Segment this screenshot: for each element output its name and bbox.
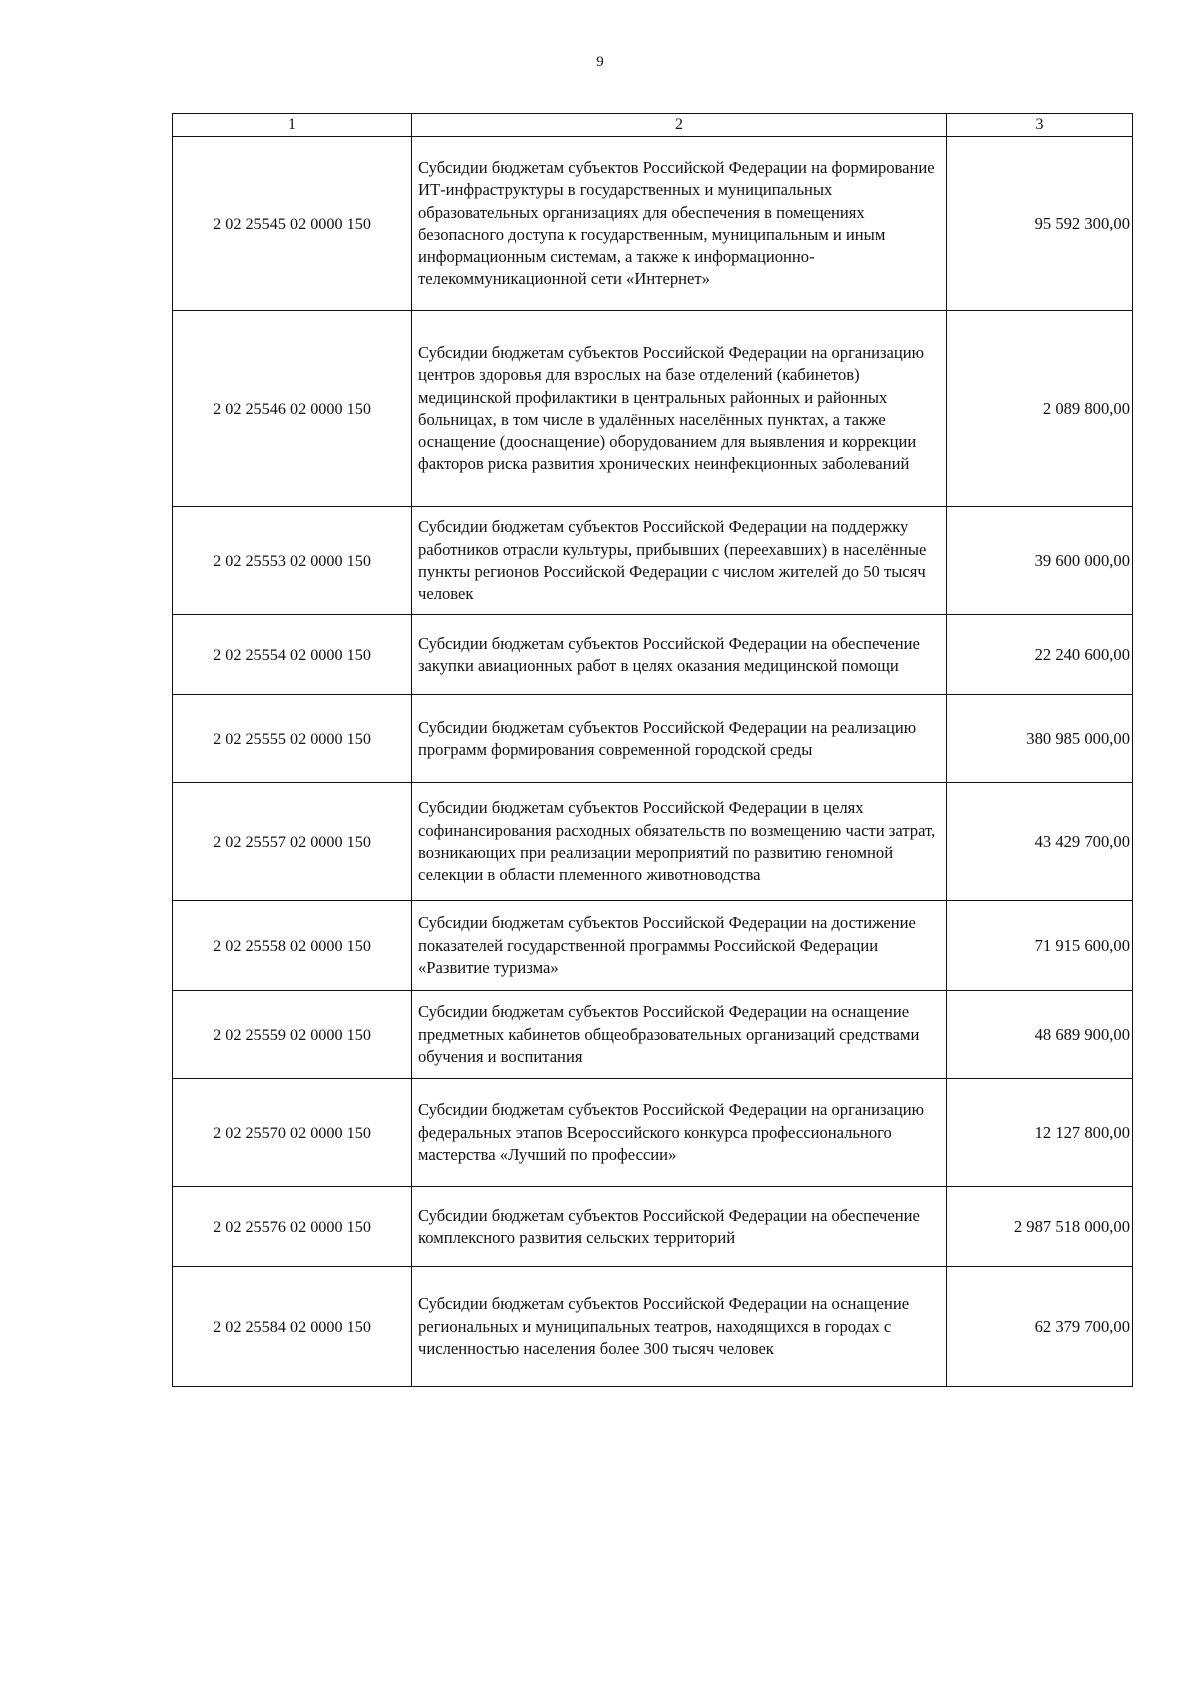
table-row bbox=[173, 615, 1133, 695]
income-amount: 71 915 600,00 bbox=[947, 901, 1133, 991]
table-row bbox=[173, 783, 1133, 901]
income-description: Субсидии бюджетам субъектов Российской Федерации в целях софинансирования расходных обязательств по возмещению части затрат, возникающих при реализации мероприятий по развитию геномной селекции в области племенного животноводства bbox=[412, 783, 947, 901]
income-amount: 62 379 700,00 bbox=[947, 1267, 1133, 1387]
income-description: Субсидии бюджетам субъектов Российской Федерации на оснащение региональных и муниципальных театров, находящихся в городах с численностью населения более 300 тысяч человек bbox=[412, 1267, 947, 1387]
income-description: Субсидии бюджетам субъектов Российской Федерации на достижение показателей государственной программы Российской Федерации «Развитие туризма» bbox=[412, 901, 947, 991]
column-header-3: 3 bbox=[947, 114, 1133, 137]
page-number: 9 bbox=[596, 54, 604, 70]
table-header-row bbox=[173, 114, 1133, 137]
income-code: 2 02 25553 02 0000 150 bbox=[173, 507, 412, 615]
income-code: 2 02 25554 02 0000 150 bbox=[173, 615, 412, 695]
table-row bbox=[173, 1187, 1133, 1267]
income-code: 2 02 25584 02 0000 150 bbox=[173, 1267, 412, 1387]
column-header-2: 2 bbox=[412, 114, 947, 137]
income-code: 2 02 25555 02 0000 150 bbox=[173, 695, 412, 783]
income-amount: 22 240 600,00 bbox=[947, 615, 1133, 695]
income-description: Субсидии бюджетам субъектов Российской Федерации на формирование ИТ-инфраструктуры в государственных и муниципальных образовательных организациях для обеспечения в помещениях безопасного доступа к государственным, муниципальным и иным информационным системам, а также к информационно-телекоммуникационной сети «Интернет» bbox=[412, 137, 947, 311]
table-row bbox=[173, 1079, 1133, 1187]
income-description: Субсидии бюджетам субъектов Российской Федерации на поддержку работников отрасли культуры, прибывших (переехавших) в населённые пункты регионов Российской Федерации с числом жителей до 50 тысяч человек bbox=[412, 507, 947, 615]
income-description: Субсидии бюджетам субъектов Российской Федерации на организацию федеральных этапов Всероссийского конкурса профессионального мастерства «Лучший по профессии» bbox=[412, 1079, 947, 1187]
income-amount: 2 089 800,00 bbox=[947, 311, 1133, 507]
income-description: Субсидии бюджетам субъектов Российской Федерации на обеспечение закупки авиационных работ в целях оказания медицинской помощи bbox=[412, 615, 947, 695]
table-row bbox=[173, 901, 1133, 991]
table-row bbox=[173, 137, 1133, 311]
income-amount: 48 689 900,00 bbox=[947, 991, 1133, 1079]
income-amount: 2 987 518 000,00 bbox=[947, 1187, 1133, 1267]
table-row bbox=[173, 311, 1133, 507]
income-description: Субсидии бюджетам субъектов Российской Федерации на оснащение предметных кабинетов общеобразовательных организаций средствами обучения и воспитания bbox=[412, 991, 947, 1079]
income-code: 2 02 25545 02 0000 150 bbox=[173, 137, 412, 311]
income-description: Субсидии бюджетам субъектов Российской Федерации на обеспечение комплексного развития сельских территорий bbox=[412, 1187, 947, 1267]
income-description: Субсидии бюджетам субъектов Российской Федерации на реализацию программ формирования современной городской среды bbox=[412, 695, 947, 783]
income-code: 2 02 25546 02 0000 150 bbox=[173, 311, 412, 507]
table-row bbox=[173, 1267, 1133, 1387]
budget-table bbox=[172, 113, 1133, 1387]
income-code: 2 02 25559 02 0000 150 bbox=[173, 991, 412, 1079]
table-row bbox=[173, 991, 1133, 1079]
table-row bbox=[173, 507, 1133, 615]
income-amount: 95 592 300,00 bbox=[947, 137, 1133, 311]
table-row bbox=[173, 695, 1133, 783]
income-code: 2 02 25576 02 0000 150 bbox=[173, 1187, 412, 1267]
column-header-1: 1 bbox=[173, 114, 412, 137]
income-code: 2 02 25557 02 0000 150 bbox=[173, 783, 412, 901]
income-code: 2 02 25570 02 0000 150 bbox=[173, 1079, 412, 1187]
income-code: 2 02 25558 02 0000 150 bbox=[173, 901, 412, 991]
income-amount: 12 127 800,00 bbox=[947, 1079, 1133, 1187]
income-amount: 380 985 000,00 bbox=[947, 695, 1133, 783]
income-amount: 43 429 700,00 bbox=[947, 783, 1133, 901]
income-amount: 39 600 000,00 bbox=[947, 507, 1133, 615]
income-description: Субсидии бюджетам субъектов Российской Федерации на организацию центров здоровья для взрослых на базе отделений (кабинетов) медицинской профилактики в центральных районных и районных больницах, в том числе в удалённых населённых пунктах, а также оснащение (дооснащение) оборудованием для выявления и коррекции факторов риска развития хронических неинфекционных заболеваний bbox=[412, 311, 947, 507]
